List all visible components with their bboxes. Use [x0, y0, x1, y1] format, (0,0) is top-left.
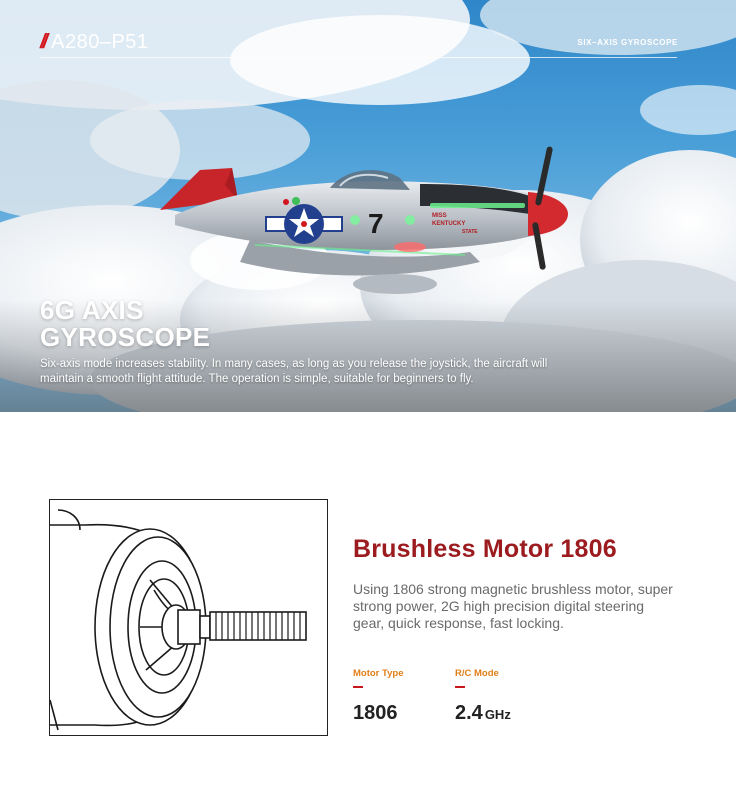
hero-description: Six-axis mode increases stability. In many cases, as long as you release the joystick, the aircraft will maintain a smooth flight attitude. The operation is simple, suitable for beginners to fly. [40, 358, 548, 385]
hero-title [40, 297, 210, 351]
plane-number: 7 [368, 208, 384, 239]
spec-motor-type [353, 668, 404, 725]
brand-logo [40, 31, 149, 54]
brand-slash-mark: // [40, 31, 46, 53]
motor-description: Using 1806 strong magnetic brushless motor, super strong power, 2G high precision digital steering gear, quick response, fast locking. [353, 581, 673, 631]
plane-nose-art-line3: STATE [462, 229, 478, 235]
spec-dash-divider [455, 686, 465, 688]
spec-number: 2.4 [455, 702, 483, 724]
spec-label: R/C Mode [455, 668, 499, 679]
hero-title-line1: 6G AXIS [40, 295, 144, 325]
spec-unit: GHz [484, 707, 511, 722]
spec-dash-divider [353, 686, 363, 688]
hero-title-line2: GYROSCOPE [40, 322, 211, 352]
motor-illustration-frame [49, 499, 328, 736]
product-model-name: A280–P51 [51, 31, 149, 53]
motor-section-title: Brushless Motor 1806 [353, 535, 617, 563]
plane-nose-art-line2: KENTUCKY [432, 221, 466, 227]
brushless-motor-drawing [50, 500, 328, 736]
spec-number: 1806 [353, 702, 398, 724]
spec-rc-mode [455, 668, 511, 725]
spec-value [353, 702, 404, 725]
spec-value [455, 702, 511, 725]
spec-label: Motor Type [353, 668, 404, 679]
plane-nose-art-line1: MISS [432, 213, 447, 219]
header-tagline: SIX–AXIS GYROSCOPE [577, 38, 678, 47]
header-divider [40, 57, 677, 58]
